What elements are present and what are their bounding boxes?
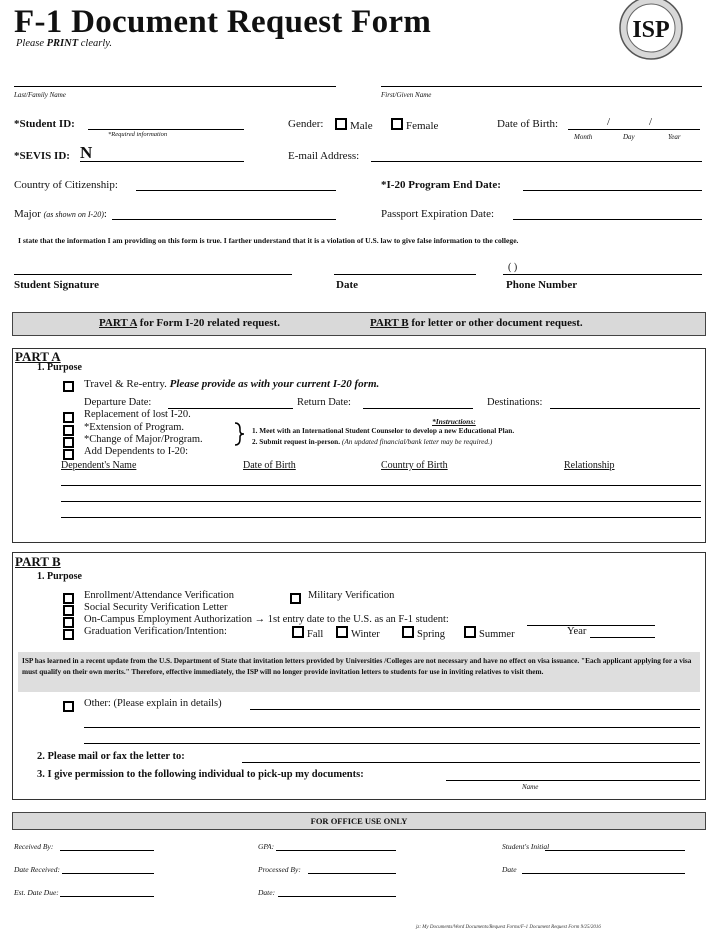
dependents-col-dob: Date of Birth: [243, 460, 296, 471]
military-label: Military Verification: [308, 590, 395, 601]
ssn-checkbox[interactable]: [63, 605, 74, 616]
year-label: Year: [668, 133, 681, 141]
extension-checkbox[interactable]: [63, 425, 74, 436]
military-checkbox[interactable]: [290, 593, 301, 604]
other-field[interactable]: [250, 709, 700, 710]
destinations-label: Destinations:: [487, 397, 543, 408]
gender-male-option[interactable]: Male: [335, 118, 373, 132]
permission-label: 3. I give permission to the following individual to pick-up my documents:: [37, 769, 364, 780]
major-label: Major (as shown on I-20):: [14, 208, 107, 220]
office-use-bar: [12, 812, 706, 830]
dependents-row-line[interactable]: [61, 501, 701, 502]
office-use-label: FOR OFFICE USE ONLY: [310, 816, 408, 826]
signature-date-field[interactable]: [334, 274, 476, 275]
graduation-year-field[interactable]: [590, 637, 655, 638]
instruction-2: 2. Submit request in-person. (An updated financial/bank letter may be required.): [252, 437, 493, 446]
replacement-checkbox[interactable]: [63, 412, 74, 423]
name-label: Name: [522, 783, 539, 791]
dependents-row-line[interactable]: [61, 517, 701, 518]
isp-seal-logo: [614, 0, 688, 60]
female-checkbox[interactable]: [391, 118, 403, 130]
change-major-checkbox[interactable]: [63, 437, 74, 448]
phone-field[interactable]: [503, 274, 702, 275]
winter-option[interactable]: Winter: [336, 626, 380, 640]
email-label: E-mail Address:: [288, 150, 360, 162]
mail-label: 2. Please mail or fax the letter to:: [37, 751, 185, 762]
male-checkbox[interactable]: [335, 118, 347, 130]
est-date-due-label: Est. Date Due:: [14, 888, 59, 897]
other-label: Other: (Please explain in details): [84, 698, 222, 709]
change-major-label: *Change of Major/Program.: [84, 434, 203, 445]
part-b-heading: PART B: [15, 554, 61, 569]
email-field[interactable]: [371, 161, 702, 162]
gender-label: Gender:: [288, 118, 324, 130]
student-id-field[interactable]: [88, 129, 244, 130]
first-name-field[interactable]: [381, 86, 702, 87]
office-date2-field[interactable]: [278, 896, 396, 897]
office-date-label: Date: [502, 865, 517, 874]
gender-female-option[interactable]: Female: [391, 118, 438, 132]
gpa-field[interactable]: [276, 850, 396, 851]
part-b-summary: PART B for letter or other document request.: [370, 317, 583, 329]
ssn-label: Social Security Verification Letter: [84, 602, 228, 613]
part-a-heading: PART A: [15, 349, 61, 364]
part-a-link[interactable]: PART A: [99, 317, 138, 329]
date-received-label: Date Received:: [14, 865, 61, 874]
first-name-label: First/Given Name: [381, 91, 432, 99]
sevis-id-field[interactable]: [80, 161, 244, 162]
add-dependents-checkbox[interactable]: [63, 449, 74, 460]
extension-label: *Extension of Program.: [84, 422, 185, 433]
form-subtitle: Please PRINT clearly.: [16, 38, 112, 49]
fall-checkbox[interactable]: [292, 626, 304, 638]
invitation-notice-box: [18, 652, 700, 692]
add-dependents-label: Add Dependents to I-20:: [84, 446, 189, 457]
citizenship-field[interactable]: [136, 190, 336, 191]
instructions-label: *Instructions:: [432, 417, 476, 426]
permission-name-field[interactable]: [446, 780, 700, 781]
processed-by-field[interactable]: [308, 873, 396, 874]
bracket-brace: [233, 421, 247, 447]
year-label: Year: [567, 626, 587, 637]
return-label: Return Date:: [297, 397, 351, 408]
summer-option[interactable]: Summer: [464, 626, 515, 640]
travel-label: Travel & Re-entry. Please provide as with your current I-20 form.: [84, 378, 380, 390]
invitation-notice: ISP has learned in a recent update from the U.S. Department of State that invitation letters provided by Universities /Colleges are not necessary and have no effect on visa issuance. "Each applicant applying for a visa must qualify on their own merits." Therefore, effective immediately, the ISP will no longer provide invitation letters to students for use in inviting relatives to visit them.: [22, 656, 692, 676]
footer-file-path: jz: My Documents/Word Documents/Request Forms/F-1 Document Request Form 9/25/2016: [416, 925, 601, 930]
signature-label: Student Signature: [14, 279, 100, 291]
dependents-row-line[interactable]: [61, 485, 701, 486]
mail-field[interactable]: [242, 762, 700, 763]
gpa-label: GPA:: [258, 842, 275, 851]
dob-field[interactable]: [568, 129, 700, 130]
part-b-link[interactable]: PART B: [370, 317, 409, 329]
fall-option[interactable]: Fall: [292, 626, 323, 640]
date-label: Date: [336, 279, 358, 291]
other-field-line[interactable]: [84, 727, 700, 728]
form-title: F-1 Document Request Form: [14, 4, 432, 40]
replacement-label: Replacement of lost I-20.: [84, 409, 191, 420]
truth-statement: I state that the information I am providing on this form is true. I farther understand that it is a violation of U.S. law to give false information to the college.: [18, 236, 519, 245]
i20-end-field[interactable]: [523, 190, 702, 191]
i20-end-label: *I-20 Program End Date:: [381, 179, 501, 191]
dob-label: Date of Birth:: [497, 118, 559, 130]
received-by-field[interactable]: [60, 850, 154, 851]
departure-label: Departure Date:: [84, 397, 152, 408]
phone-label: Phone Number: [506, 279, 578, 291]
office-date2-label: Date:: [258, 888, 276, 897]
instruction-1: 1. Meet with an International Student Counselor to develop a new Educational Plan.: [252, 426, 515, 435]
part-a-summary: PART A for Form I-20 related request.: [99, 317, 280, 329]
oncampus-label: On-Campus Employment Authorization → 1st entry date to the U.S. as an F-1 student:: [84, 614, 449, 625]
sevis-id-label: *SEVIS ID:: [14, 150, 70, 162]
enrollment-checkbox[interactable]: [63, 593, 74, 604]
student-initial-label: Student's Initial: [502, 842, 550, 851]
oncampus-date-field[interactable]: [527, 625, 655, 626]
part-a-purpose: 1. Purpose: [37, 362, 82, 373]
signature-field[interactable]: [14, 274, 292, 275]
date-received-field[interactable]: [62, 873, 154, 874]
graduation-label: Graduation Verification/Intention:: [84, 626, 227, 637]
required-note: *Required information: [108, 131, 168, 138]
summer-checkbox[interactable]: [464, 626, 476, 638]
graduation-checkbox[interactable]: [63, 629, 74, 640]
enrollment-label: Enrollment/Attendance Verification: [84, 590, 234, 601]
office-date-field[interactable]: [522, 873, 685, 874]
month-label: Month: [574, 133, 593, 141]
processed-by-label: Processed By:: [258, 865, 301, 874]
sevis-prefix: N: [80, 143, 93, 162]
parts-bar: [12, 312, 706, 336]
last-name-field[interactable]: [14, 86, 336, 87]
travel-checkbox[interactable]: [63, 381, 74, 392]
citizenship-label: Country of Citizenship:: [14, 179, 118, 191]
dependents-col-country: Country of Birth: [381, 460, 448, 471]
student-id-label: *Student ID:: [14, 118, 75, 130]
passport-label: Passport Expiration Date:: [381, 208, 495, 220]
day-label: Day: [623, 133, 635, 141]
spring-option[interactable]: Spring: [402, 626, 445, 640]
dependents-col-name: Dependent's Name: [61, 460, 137, 471]
last-name-label: Last/Family Name: [14, 91, 66, 99]
major-field[interactable]: [112, 219, 336, 220]
received-by-label: Received By:: [14, 842, 54, 851]
return-field[interactable]: [363, 408, 473, 409]
part-b-purpose: 1. Purpose: [37, 571, 82, 582]
dependents-col-relationship: Relationship: [564, 460, 615, 471]
destinations-field[interactable]: [550, 408, 700, 409]
passport-field[interactable]: [513, 219, 702, 220]
other-checkbox[interactable]: [63, 701, 74, 712]
dob-sep-1: /: [607, 116, 611, 128]
svg-text:ISP: ISP: [632, 17, 670, 43]
student-initial-field[interactable]: [545, 850, 685, 851]
spring-checkbox[interactable]: [402, 626, 414, 638]
phone-area-parens: ( ): [508, 262, 518, 273]
dob-sep-2: /: [649, 116, 653, 128]
winter-checkbox[interactable]: [336, 626, 348, 638]
other-field-line[interactable]: [84, 743, 700, 744]
oncampus-checkbox[interactable]: [63, 617, 74, 628]
est-date-due-field[interactable]: [60, 896, 154, 897]
